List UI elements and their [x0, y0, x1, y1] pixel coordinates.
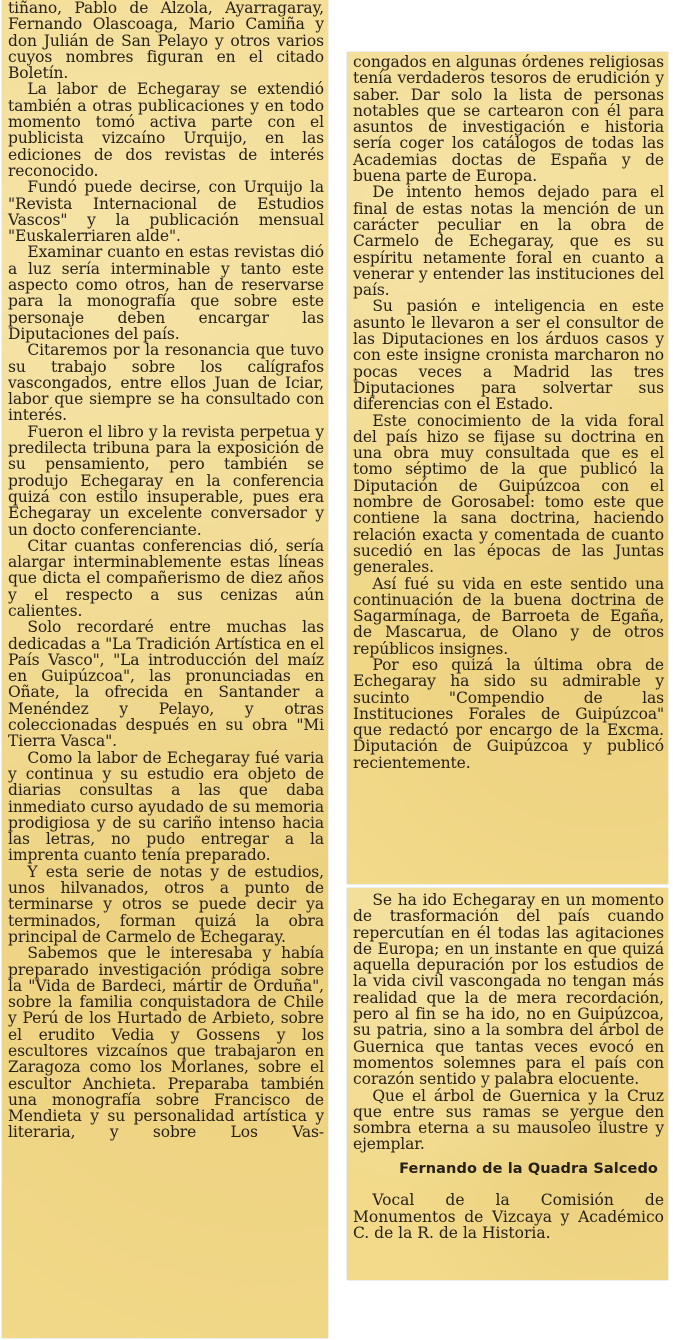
right-column-clipping	[347, 52, 668, 884]
signature-clipping	[347, 888, 668, 1280]
left-paragraph-11: Sabemos que le interesaba y había preparado investigación pródiga sobre la "Vida de Bardeci, mártir de Orduña", sobre la familia conquistadora de Chile y Perú de los Hurtado de Arbieto, sobre el erudito Vedia y Gossens y los escultores vizcaínos que trabajaron en Zaragoza como los Morlanes, sobre el escultor Anchieta. Preparaba también una monografía sobre Francisco de Mendieta y su personalidad artística y literaria, y sobre Los Vas-	[8, 944, 324, 1142]
author-title: Vocal de la Comisión de Monumentos de Vizcaya y Académico C. de la R. de la Historia.	[353, 1191, 664, 1242]
left-paragraph-8: Solo recordaré entre muchas las dedicadas a "La Tradición Artística en el País Vasco", "La introducción del maíz en Guipúzcoa", las pronunciadas en Oñate, la ofrecida en Santander a Menéndez y Pelayo, y otras coleccionadas después en su obra "Mi Tierra Vasca".	[8, 618, 324, 751]
author-name: Fernando de la Quadra Salcedo	[399, 1160, 658, 1177]
right-paragraph-3: Su pasión e inteligencia en este asunto le llevaron a ser el consultor de las Diputaciones en los árduos casos y con este insigne cronista marcharon no pocas veces a Madrid las tres Diputaciones para solvertar sus diferencias con el Estado.	[353, 297, 664, 414]
left-paragraph-9: Como la labor de Echegaray fué varia y continua y su estudio era objeto de diarias consultas a las que daba inmediato curso ayudado de su memoria prodigiosa y de su cariño intenso hacia las letras, no pudo entregar a la imprenta cuanto tenía preparado.	[8, 748, 324, 865]
left-paragraph-5: Citaremos por la resonancia que tuvo su trabajo sobre los calígrafos vascongados, entre ellos Juan de Iciar, labor que siempre se ha consultado con interés.	[8, 341, 324, 425]
right-paragraph-2: De intento hemos dejado para el final de estas notas la mención de un carácter peculiar en la obra de Carmelo de Echegaray, que es su espíritu netamente foral en cuanto a venerar y entender las instituciones del país.	[353, 183, 664, 300]
left-paragraph-6: Fueron el libro y la revista perpetua y predilecta tribuna para la exposición de su pensamiento, pero también se produjo Echegaray en la conferencia quizá con estilo insuperable, pues era Echegaray un excelente conversador y un docto conferenciante.	[8, 422, 324, 539]
left-column-clipping	[2, 0, 328, 1338]
right-paragraph-6: Por eso quizá la última obra de Echegaray ha sido su admirable y sucinto "Compendio de las Instituciones Forales de Guipúzcoa" que redactó por encargo de la Excma. Diputación de Guipúzcoa y publicó recientemente.	[353, 655, 664, 772]
right-paragraph-5: Así fué su vida en este sentido una continuación de la buena doctrina de Sagarmínaga, de Barroeta de Egaña, de Mascarua, de Olano y de otros repúblicos insignes.	[353, 574, 664, 658]
left-paragraph-10: Y esta serie de notas y de estudios, unos hilvanados, otros a punto de terminarse y otros se puede decir ya terminados, forman quizá la obra principal de Carmelo de Echegaray.	[8, 862, 324, 946]
left-paragraph-1: tiñano, Pablo de Alzola, Ayarragaray, Fernando Olascoaga, Mario Camiña y don Julián de San Pelayo y otros varios cuyos nombres figuran en el citado Boletín.	[8, 0, 324, 83]
left-paragraph-3: Fundó puede decirse, con Urquijo la "Revista Internacional de Estudios Vascos" y la publicación mensual "Euskalerriaren alde".	[8, 178, 324, 246]
closing-paragraph-1: Se ha ido Echegaray en un momento de trasformación del país cuando repercutían en él todas las agitaciones de Europa; en un instante en que quizá aquella depuración por los estudios de la vida civil vascongada no tengan más realidad que la de mera recordación, pero al fin se ha ido, no en Guipúzcoa, su patria, sino a la sombra del árbol de Guernica que tantas veces evocó en momentos solemnes para el país con corazón sentido y palabra elocuente.	[353, 891, 664, 1089]
left-paragraph-7: Citar cuantas conferencias dió, sería alargar interminablemente estas líneas que dicta el compañerismo de diez años y el respecto a sus cenizas aún calientes.	[8, 536, 324, 620]
left-paragraph-2: La labor de Echegaray se extendió también a otras publicaciones y en todo momento tomó activa parte con el publicista vizcaíno Urquijo, en las ediciones de dos revistas de interés reconocido.	[8, 80, 324, 180]
closing-paragraph-2: Que el árbol de Guernica y la Cruz que entre sus ramas se yergue den sombra eterna a su mausoleo ilustre y ejemplar.	[353, 1086, 664, 1154]
left-paragraph-4: Examinar cuanto en estas revistas dió a luz sería interminable y tanto este aspecto como otros, han de reservarse para la monografía que sobre este personaje deben encargar las Diputaciones del país.	[8, 243, 324, 343]
right-paragraph-1: congados en algunas órdenes religiosas tenía verdaderos tesoros de erudición y saber. Dar solo la lista de personas notables que se cartearon con él para asuntos de investigación e historia sería coger los catálogos de todas las Academias doctas de España y de buena parte de Europa.	[353, 53, 664, 186]
right-paragraph-4: Este conocimiento de la vida foral del país hizo se fijase su doctrina en una obra muy consultada que es el tomo séptimo de la que publicó la Diputación de Guipúzcoa con el nombre de Gorosabel: tomo este que contiene la sana doctrina, haciendo relación exacta y comentada de cuanto sucedió en las épocas de las Juntas generales.	[353, 411, 664, 577]
